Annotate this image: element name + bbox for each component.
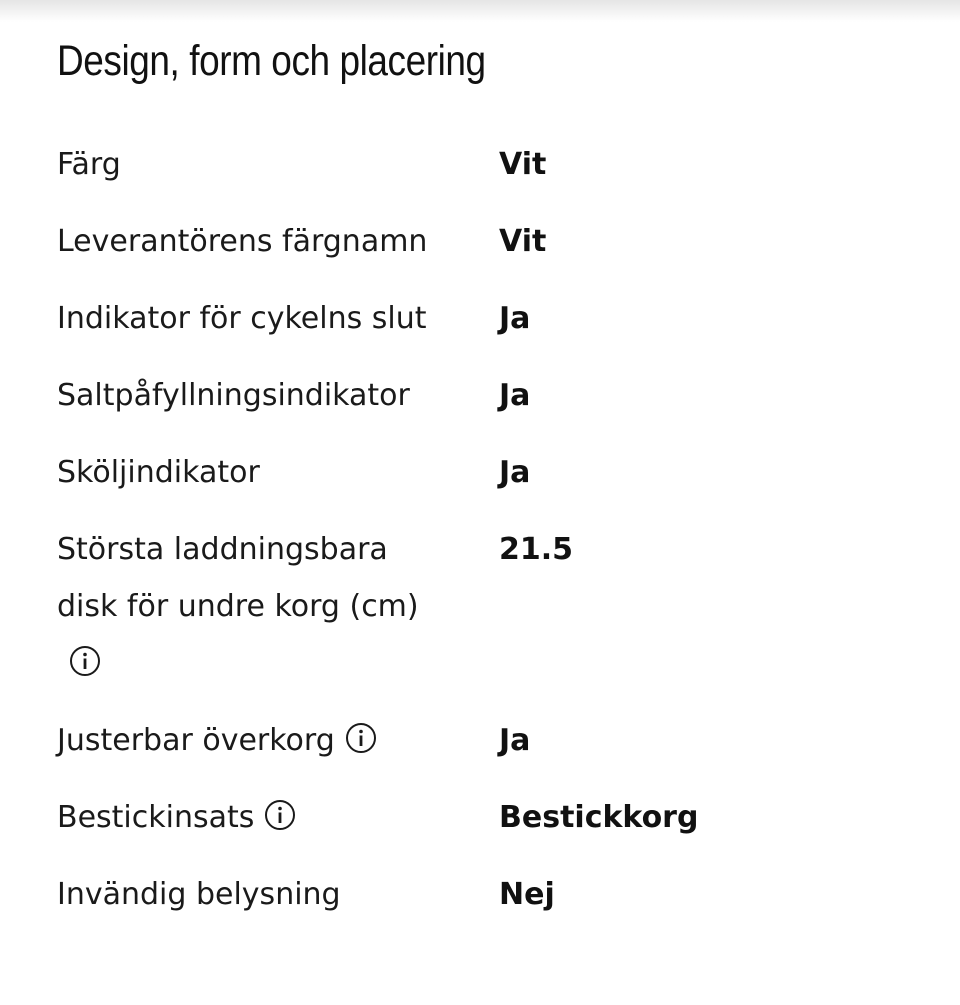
spec-row-skoljindikator: [57, 444, 937, 501]
spec-row-leverantorens-fargnamn: [57, 213, 937, 270]
spec-value: Ja: [499, 301, 531, 336]
spec-label: Leverantörens färgnamn: [57, 224, 428, 259]
spec-value: 21.5: [499, 532, 574, 567]
spec-value: Vit: [499, 147, 547, 182]
spec-value: Nej: [499, 877, 555, 912]
section-title: Design, form och placering: [57, 37, 486, 85]
spec-label: Färg: [57, 147, 121, 182]
spec-row-justerbar-overkorg: [57, 712, 937, 769]
header-shadow: [0, 0, 960, 22]
spec-row-farg: [57, 136, 937, 193]
spec-label: Indikator för cykelns slut: [57, 301, 427, 336]
spec-label: Största laddningsbara disk för undre korg (cm): [57, 521, 457, 692]
spec-value: Ja: [499, 455, 531, 490]
spec-row-saltpafyllningsindikator: [57, 367, 937, 424]
spec-value: Ja: [499, 723, 531, 758]
spec-label: Saltpåfyllningsindikator: [57, 378, 410, 413]
info-circle-icon[interactable]: [264, 799, 296, 831]
spec-row-bestickinsats: [57, 789, 937, 846]
spec-label: Justerbar överkorg: [57, 712, 499, 769]
spec-value: Bestickkorg: [499, 800, 699, 835]
spec-label: Sköljindikator: [57, 455, 260, 490]
spec-row-invandig-belysning: [57, 866, 937, 923]
spec-list: [57, 136, 937, 943]
spec-label: Bestickinsats: [57, 789, 499, 846]
info-circle-icon[interactable]: [69, 645, 101, 677]
spec-label: Invändig belysning: [57, 877, 341, 912]
info-circle-icon[interactable]: [345, 722, 377, 754]
spec-value: Vit: [499, 224, 547, 259]
spec-row-storsta-laddningsbara-disk: [57, 521, 937, 692]
spec-value: Ja: [499, 378, 531, 413]
spec-row-indikator-cykelns-slut: [57, 290, 937, 347]
